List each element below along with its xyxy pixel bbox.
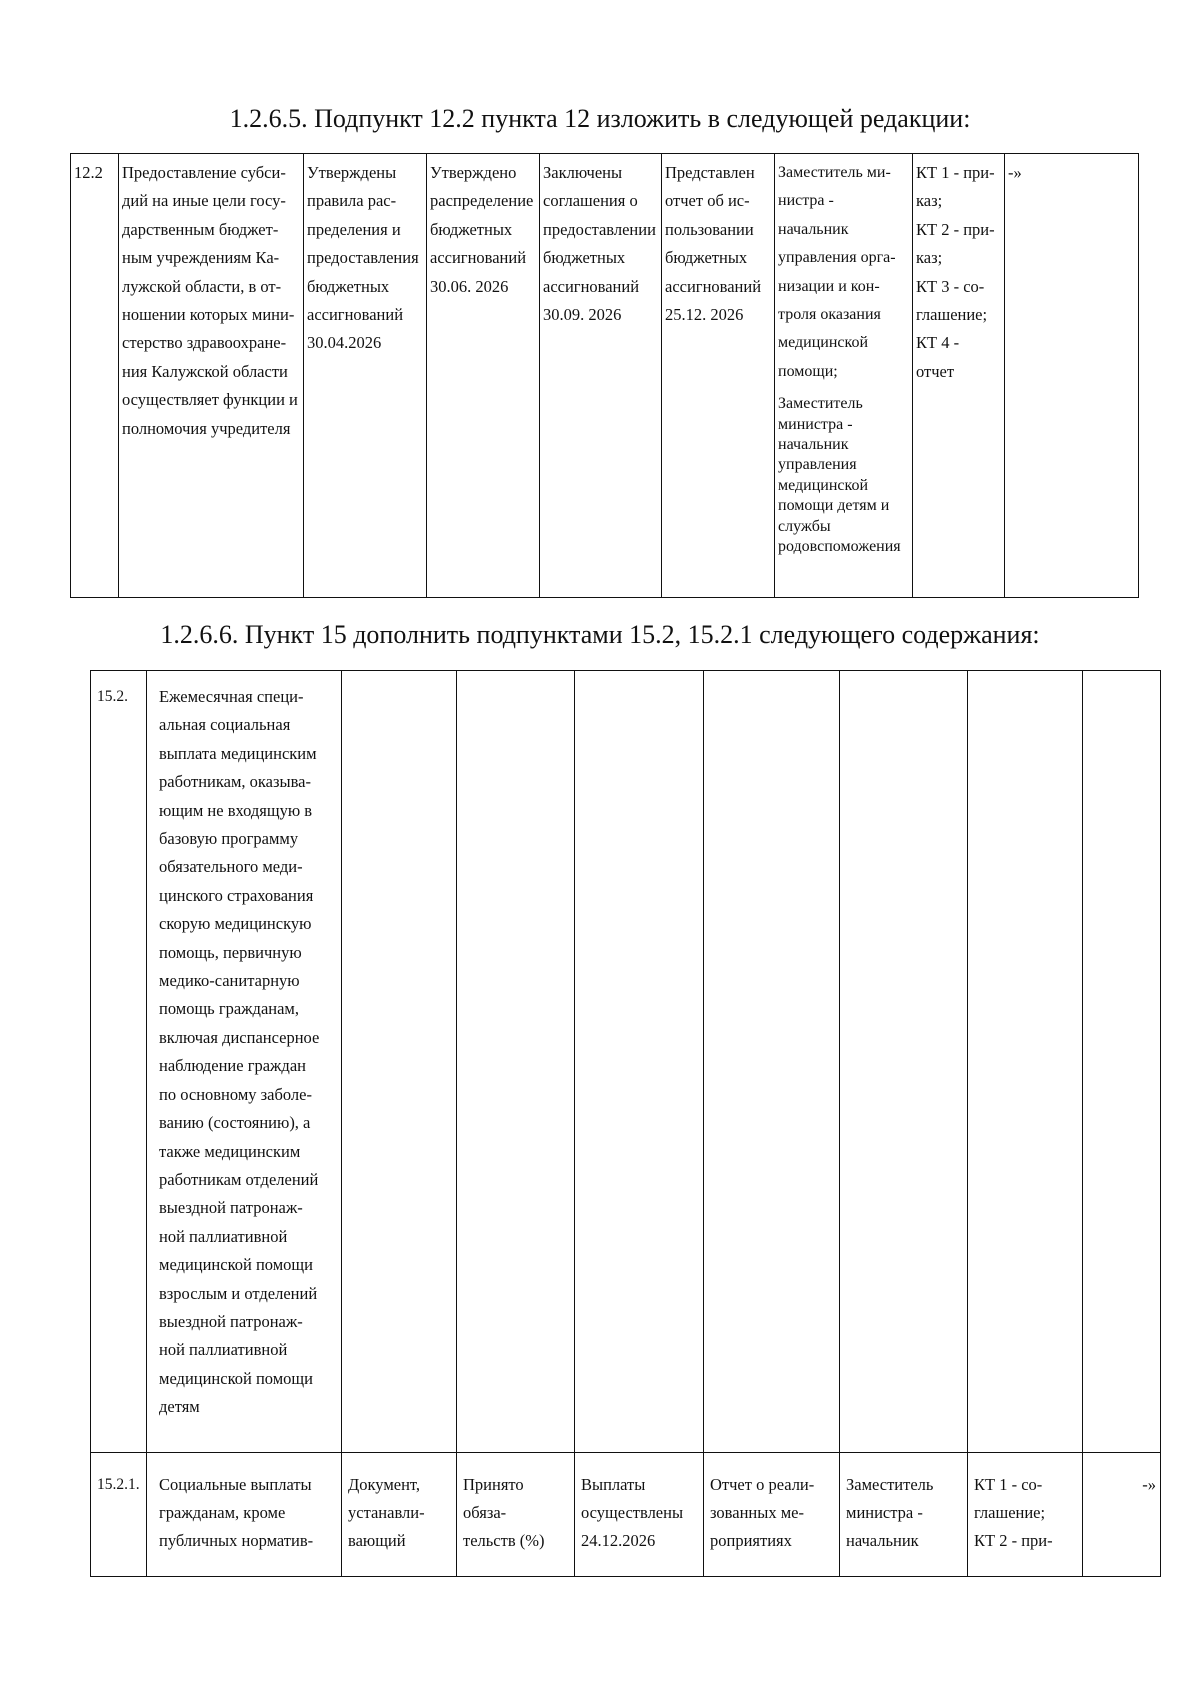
- section-2-heading: 1.2.6.6. Пункт 15 дополнить подпунктами 15.2, 15.2.1 следующего содержания:: [160, 620, 1040, 649]
- table-12-2: [70, 153, 1139, 598]
- empty-cell: [457, 671, 575, 1453]
- responsible-2: Заместитель министра - начальник управления медицинской помощи детям и службы родовспоможения: [778, 395, 901, 556]
- checkpoint-1: Документ, устанавли- вающий: [342, 1453, 457, 1577]
- row-number: 12.2: [71, 154, 119, 598]
- responsible-persons: Заместитель министра - начальник: [840, 1453, 968, 1577]
- empty-cell: [704, 671, 840, 1453]
- table-row: [71, 154, 1139, 598]
- section-1-heading: 1.2.6.5. Подпункт 12.2 пункта 12 изложить в следующей редакции:: [229, 104, 971, 133]
- checkpoint-4: Отчет о реали- зованных ме- роприятиях: [704, 1453, 840, 1577]
- checkpoint-3: Выплаты осуществлены 24.12.2026: [575, 1453, 704, 1577]
- checkpoint-2: Утверждено распределение бюджетных ассигнований 30.06. 2026: [427, 154, 540, 598]
- row-number: 15.2.: [91, 671, 147, 1453]
- checkpoint-3: Заключены соглашения о предоставлении бюджетных ассигнований 30.09. 2026: [540, 154, 662, 598]
- measure-name: Социальные выплаты гражданам, кроме публичных норматив-: [147, 1453, 342, 1577]
- empty-cell: [575, 671, 704, 1453]
- closing-quote: -»: [1083, 1453, 1161, 1577]
- table-row: [91, 671, 1161, 1453]
- checkpoint-1: Утверждены правила рас- пределения и предоставления бюджетных ассигнований 30.04.2026: [304, 154, 427, 598]
- checkpoint-4: Представлен отчет об ис- пользовании бюджетных ассигнований 25.12. 2026: [662, 154, 775, 598]
- responsible-persons: [775, 154, 913, 598]
- measure-name: Ежемесячная специ- альная социальная выплата медицинским работникам, оказыва- ющим не входящую в базовую программу обязательного меди- цинского страхования скорую медицинскую помощь, первичную медико-санитарную помощь гражданам, включая диспансерное наблюдение граждан по основному заболе- ванию (состоянию), а также медицинским работникам отделений выездной патронаж- ной паллиативной медицинской помощи взрослым и отделений выездной патронаж- ной паллиативной медицинской помощи детям: [147, 671, 342, 1453]
- closing-quote: -»: [1005, 154, 1139, 598]
- empty-cell: [1083, 671, 1161, 1453]
- checkpoint-types: КТ 1 - при- каз; КТ 2 - при- каз; КТ 3 - со- глашение; КТ 4 - отчет: [913, 154, 1005, 598]
- empty-cell: [342, 671, 457, 1453]
- table-row: [91, 1453, 1161, 1577]
- empty-cell: [968, 671, 1083, 1453]
- table-15-2: [90, 670, 1161, 1577]
- checkpoint-types: КТ 1 - со- глашение; КТ 2 - при-: [968, 1453, 1083, 1577]
- responsible-1: Заместитель ми- нистра - начальник управления орга- низации и кон- троля оказания медицинской помощи;: [778, 164, 896, 380]
- empty-cell: [840, 671, 968, 1453]
- checkpoint-2: Принято обяза- тельств (%): [457, 1453, 575, 1577]
- measure-name: Предоставление субси- дий на иные цели госу- дарственным бюджет- ным учреждениям Ка- лужской области, в от- ношении которых мини- стерство здравоохране- ния Калужской области осуществляет функции и полномочия учредителя: [119, 154, 304, 598]
- row-number: 15.2.1.: [91, 1453, 147, 1577]
